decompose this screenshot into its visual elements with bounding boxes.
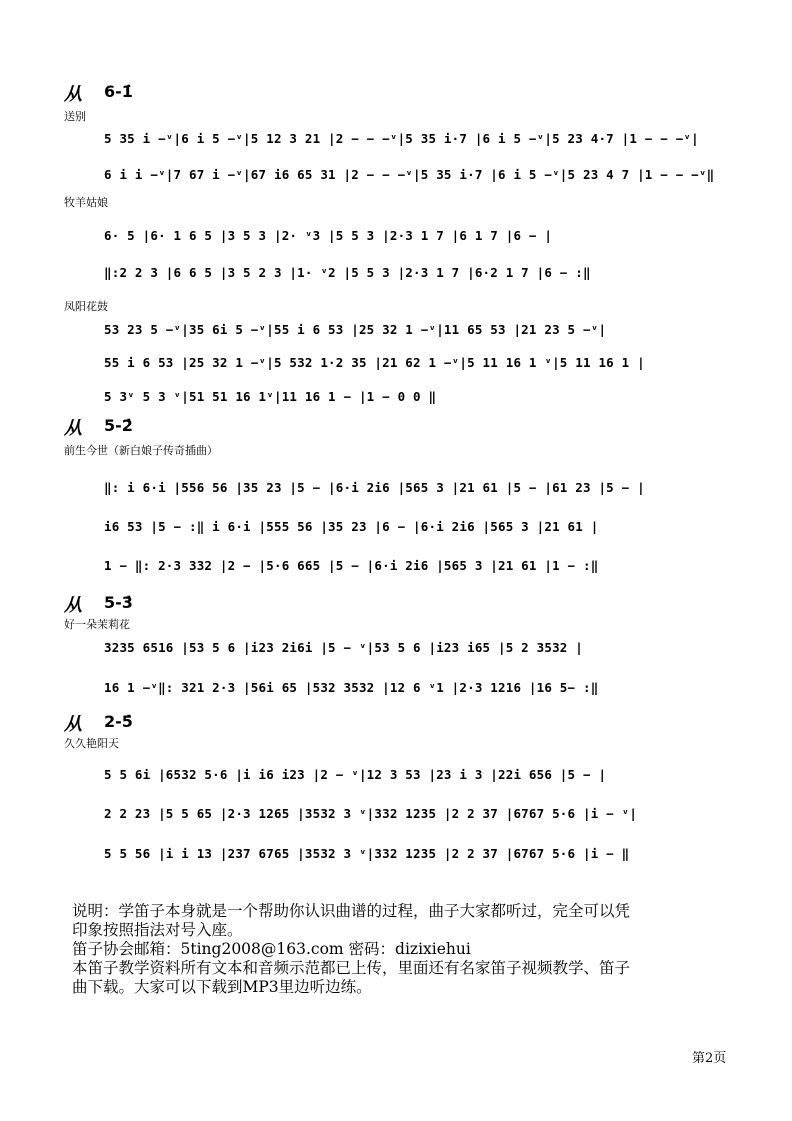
section-2-key: 5-2̇ — [104, 416, 133, 435]
score-line: 3235 6516 |53 5 6 |i23 2i6i |5 − ᵛ|53 5 6 |i23 i65 |5 2 3532 | — [104, 640, 583, 655]
song-title-muyang-guniang: 牧羊姑娘 — [64, 196, 108, 209]
section-3-key: 5-3̇ — [104, 593, 133, 612]
score-line: 16 1 −ᵛ‖: 321 2·3 |56i 65 |532 3532 |12 6 ᵛ1 |2·3 1216 |16 5− :‖ — [104, 680, 599, 695]
score-line: 5 3ᵛ 5 3 ᵛ|51 51 16 1ᵛ|11 16 1 − |1 − 0 0 ‖ — [104, 389, 437, 404]
footer-note-line-1: 说明：学笛子本身就是一个帮助你认识曲谱的过程，曲子大家都听过，完全可以凭 — [72, 902, 631, 920]
footer-email-line: 笛子协会邮箱：5ting2008@163.com 密码：dizixiehui — [72, 940, 471, 958]
score-line: 1 − ‖: 2·3 332 |2 − |5·6 665 |5 − |6·i 2i6 |565 3 |21 61 |1 − :‖ — [104, 558, 599, 573]
section-2-cong: 从 — [64, 418, 82, 439]
section-4-key: 2-5̇ — [104, 712, 133, 731]
section-1-key: 6-1̇ — [104, 82, 133, 101]
song-title-songbie: 送别 — [64, 110, 86, 123]
footer-note-line-2: 印象按照指法对号入座。 — [72, 921, 243, 939]
song-title-fengyang-huagu: 凤阳花鼓 — [64, 300, 108, 313]
score-line: 5 35 i −ᵛ|6 i 5 −ᵛ|5 12 3 21 |2 − − −ᵛ|5 35 i·7 |6 i 5 −ᵛ|5 23 4·7 |1 − − −ᵛ| — [104, 131, 699, 146]
footer-note-line-5: 曲下载。大家可以下载到MP3里边听边练。 — [72, 978, 372, 996]
footer-note-line-4: 本笛子教学资料所有文本和音频示范都已上传，里面还有名家笛子视频教学、笛子 — [72, 959, 631, 977]
score-line: 5 5 56 |i i 13 |237 6765 |3532 3 ᵛ|332 1235 |2 2 37 |6767 5·6 |i − ‖ — [104, 846, 630, 861]
score-line: 6 i i −ᵛ|7 67 i −ᵛ|67 i6 65 31 |2 − − −ᵛ|5 35 i·7 |6 i 5 −ᵛ|5 23 4 7 |1 − − −ᵛ‖ — [104, 167, 715, 182]
section-1-cong: 从 — [64, 84, 82, 105]
score-line: 55 i 6 53 |25 32 1 −ᵛ|5 532 1·2 35 |21 62 1 −ᵛ|5 11 16 1 ᵛ|5 11 16 1 | — [104, 355, 645, 370]
page-number: 第2页 — [692, 1051, 727, 1066]
song-title-molihua: 好一朵茉莉花 — [64, 618, 130, 631]
section-3-cong: 从 — [64, 595, 82, 616]
song-title-jiujiu-yanyangtian: 久久艳阳天 — [64, 737, 119, 750]
score-line: 5 5 6i |6532 5·6 |i i6 i23 |2 − ᵛ|12 3 53 |23 i 3 |22i 656 |5 − | — [104, 767, 607, 782]
score-line: ‖: i 6·i |556 56 |35 23 |5 − |6·i 2i6 |565 3 |21 61 |5 − |61 23 |5 − | — [104, 480, 645, 495]
score-line: ‖:2 2 3 |6 6 5 |3 5 2 3 |1· ᵛ2 |5 5 3 |2·3 1 7 |6·2 1 7 |6 − :‖ — [104, 265, 591, 280]
score-line: 53 23 5 −ᵛ|35 6i 5 −ᵛ|55 i 6 53 |25 32 1 −ᵛ|11 65 53 |21 23 5 −ᵛ| — [104, 322, 607, 337]
song-title-qiansheng-jinshi: 前生今世（新白娘子传奇插曲） — [64, 444, 218, 457]
score-line: i6 53 |5 − :‖ i 6·i |555 56 |35 23 |6 − |6·i 2i6 |565 3 |21 61 | — [104, 519, 599, 534]
score-line: 6· 5 |6· 1 6 5 |3 5 3 |2· ᵛ3 |5 5 3 |2·3 1 7 |6 1 7 |6 − | — [104, 228, 553, 243]
score-line: 2 2 23 |5 5 65 |2·3 1265 |3532 3 ᵛ|332 1235 |2 2 37 |6767 5·6 |i − ᵛ| — [104, 806, 638, 821]
section-4-cong: 从 — [64, 714, 82, 735]
